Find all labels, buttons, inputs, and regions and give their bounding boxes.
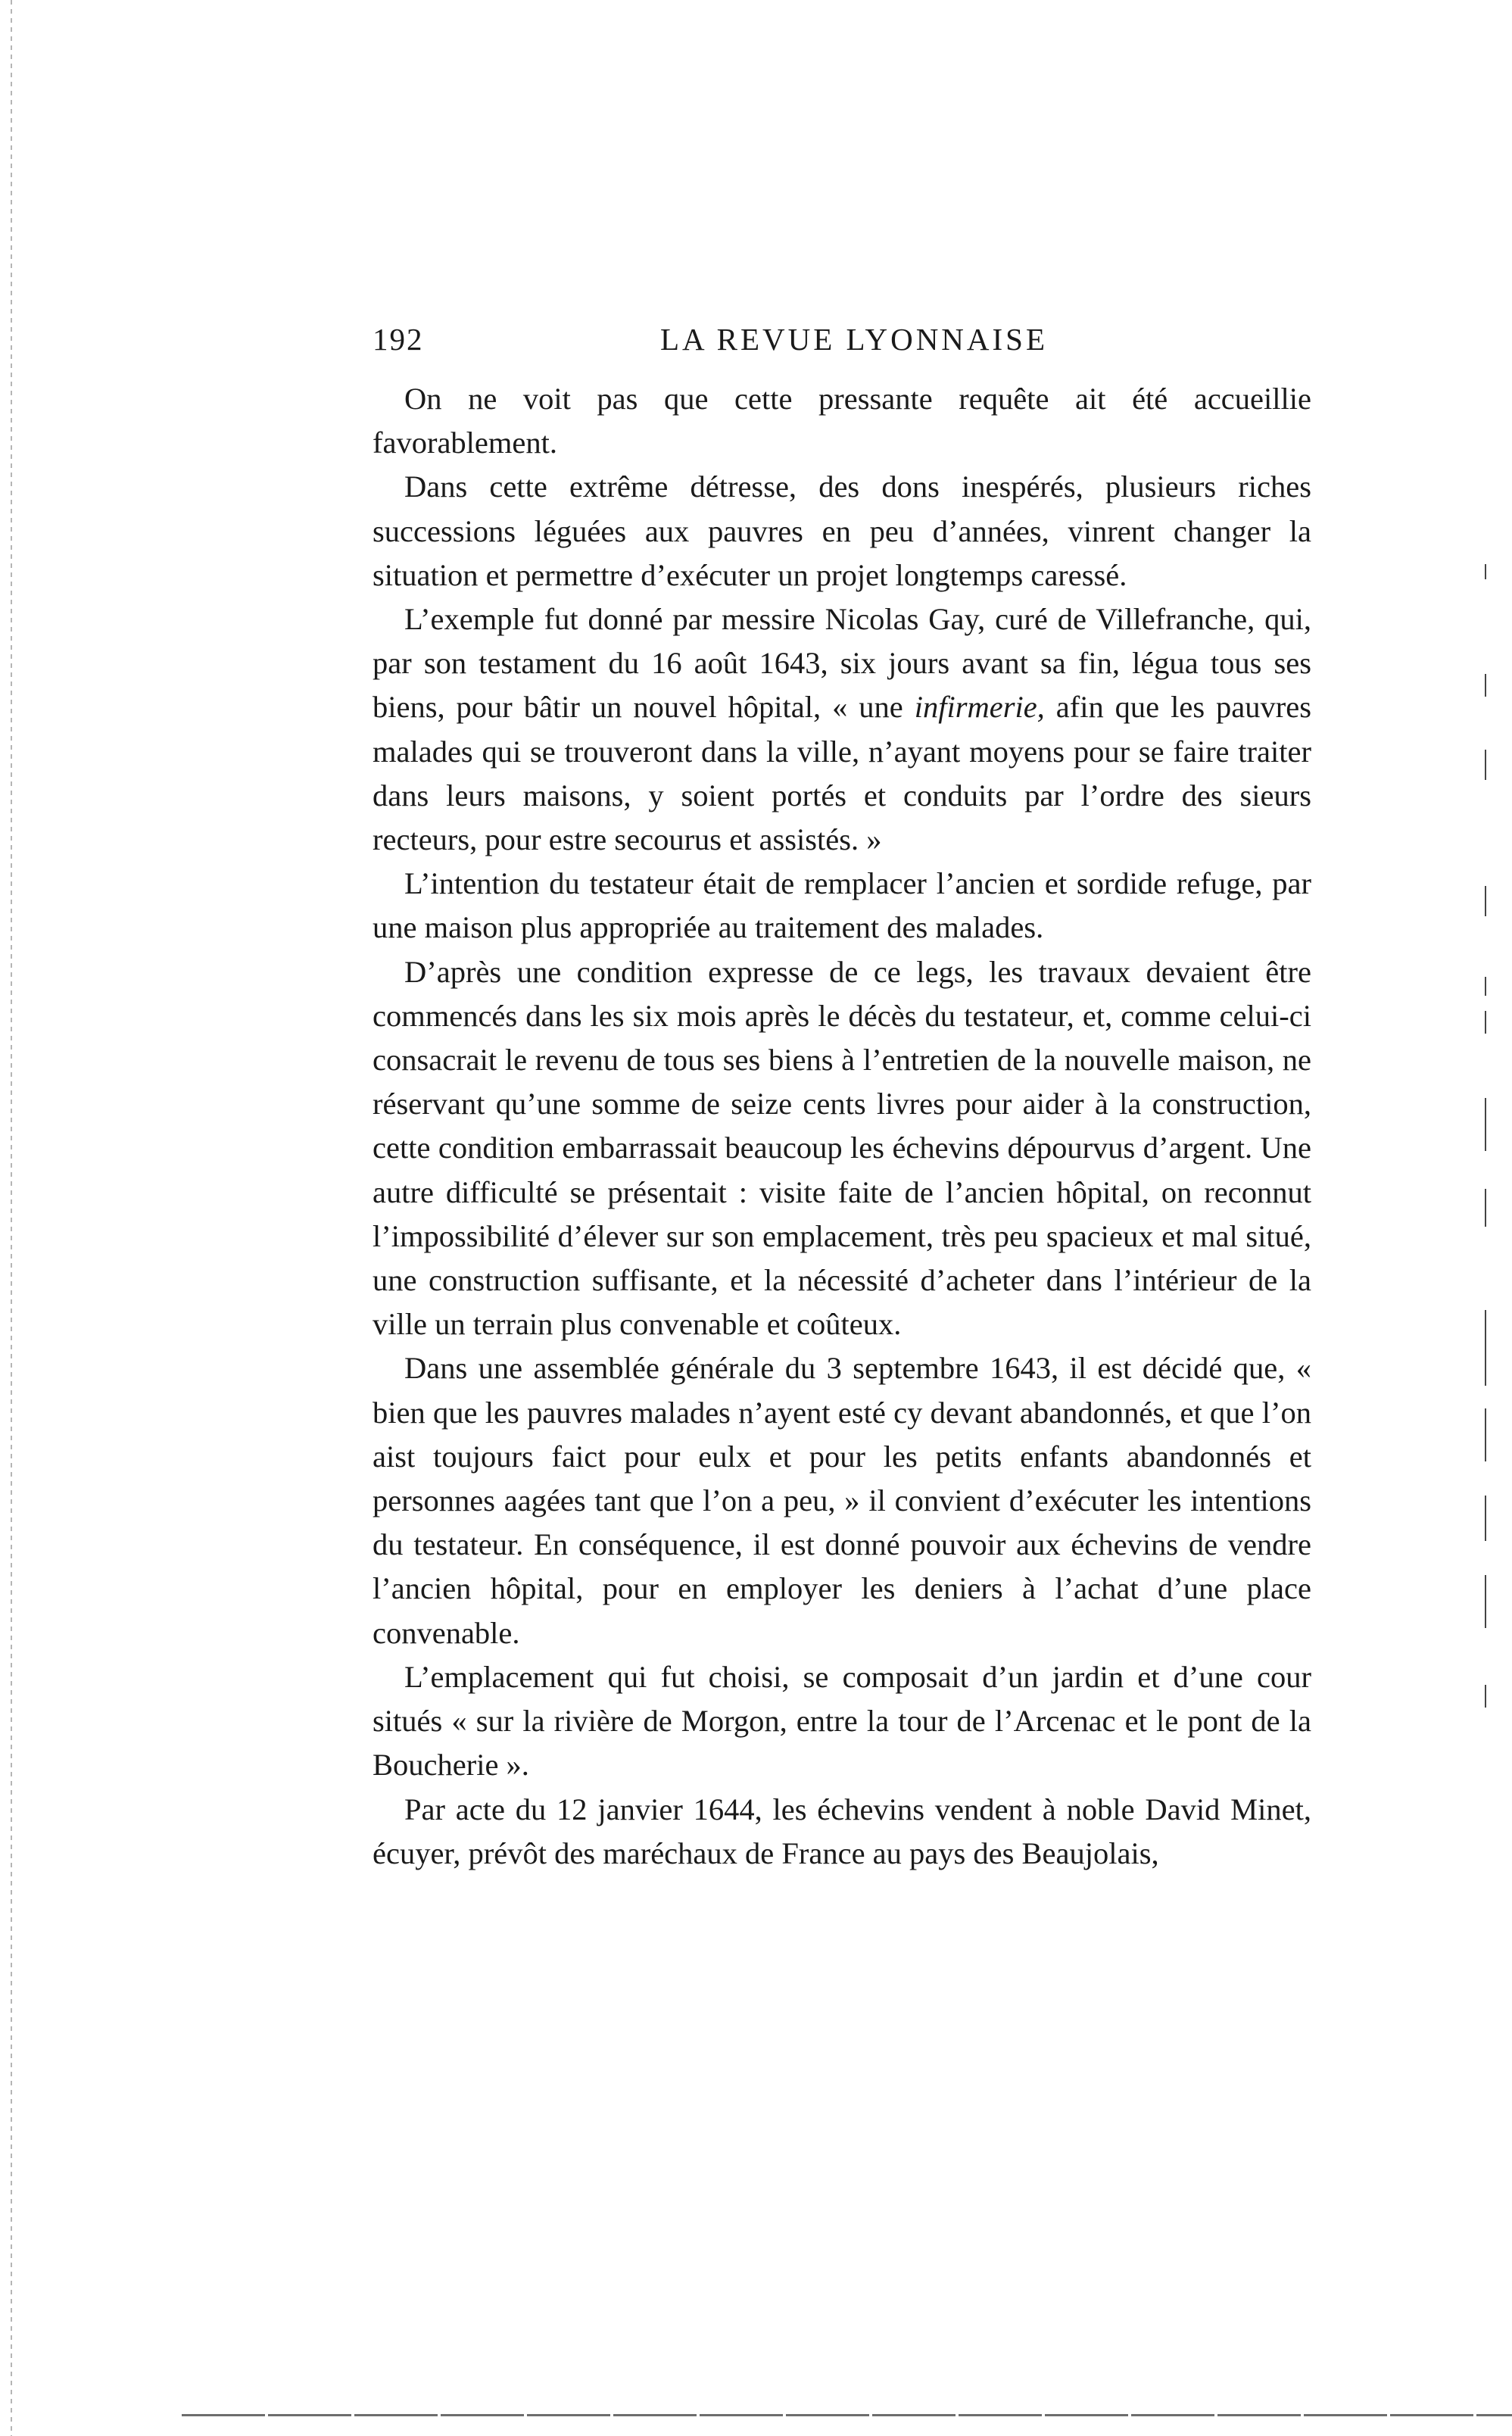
scan-mark xyxy=(1485,1098,1486,1151)
paragraph-request-not-welcomed: On ne voit pas que cette pressante requête ait été accueillie favorablement. xyxy=(373,382,1311,460)
scan-mark xyxy=(1485,750,1486,780)
scan-mark xyxy=(1485,886,1486,916)
paragraph-nicolas-gay-testament xyxy=(373,597,1311,862)
scan-mark xyxy=(1485,1011,1486,1034)
page-number: 192 xyxy=(373,322,424,357)
right-scan-marks xyxy=(1482,0,1512,2436)
paragraph-legacy-condition: D’après une condition expresse de ce legs, les travaux devaient être commencés dans les six mois après le décès du testateur, et, comme celui-ci consacrait le revenu de tous ses biens à l’entretien de la nouvelle maison, ne réservant qu’une somme de seize cents livres pour aider à la construction, cette condition embarrassait beaucoup les échevins dépourvus d’argent. Une autre difficulté se présentait : visite faite de l’ancien hôpital, on reconnut l’impossibilité d’élever sur son emplacement, très peu spacieux et mal situé, une construction suffisante, et la nécessité d’acheter dans l’intérieur de la ville un terrain plus convenable et coûteux. xyxy=(373,954,1311,1342)
italic-word-infirmerie: infirmerie, xyxy=(914,690,1045,725)
paragraph-testator-intention: L’intention du testateur était de remplacer l’ancien et sordide refuge, par une maison plus appropriée au traitement des malades. xyxy=(373,866,1311,945)
scan-mark xyxy=(1485,564,1486,579)
scan-mark xyxy=(1485,1189,1486,1227)
scan-mark xyxy=(1485,674,1486,697)
scan-mark xyxy=(1485,1310,1486,1386)
paragraph-chosen-site: L’emplacement qui fut choisi, se composait d’un jardin et d’une cour situés « sur la rivière de Morgon, entre la tour de l’Arcenac et le pont de la Boucherie ». xyxy=(373,1659,1311,1783)
paragraph-general-assembly: Dans une assemblée générale du 3 septembre 1643, il est décidé que, « bien que les pauvres malades n’ayent esté cy devant abandonnés, et que l’on aist toujours faict pour eulx et pour les petits enfants abandonnés et personnes aagées tant que l’on a peu, » il convient d’exécuter les intentions du testateur. En conséquence, il est donné pouvoir aux échevins de vendre l’ancien hôpital, pour en employer les deniers à l’achat d’une place convenable. xyxy=(373,1351,1311,1650)
bottom-scan-rule xyxy=(182,2414,1512,2416)
scan-mark xyxy=(1485,1408,1486,1461)
scan-mark xyxy=(1485,977,1486,996)
scan-mark xyxy=(1485,1685,1486,1708)
paragraph-part: afin que les pauvres malades qui se trouveront dans la ville, n’ayant moyens pour se faire traiter dans leurs maisons, y soient portés et conduits par l’ordre des sieurs recteurs, pour estre secourus et assistés. » xyxy=(373,690,1311,857)
running-head xyxy=(373,321,1296,366)
paragraph-sale-deed: Par acte du 12 janvier 1644, les échevins vendent à noble David Minet, écuyer, prévôt des maréchaux de France au pays des Beaujolais, xyxy=(373,1792,1311,1870)
journal-title: LA REVUE LYONNAISE xyxy=(660,322,1049,357)
paragraph-unexpected-donations: Dans cette extrême détresse, des dons inespérés, plusieurs riches successions léguées aux pauvres en peu d’années, vinrent changer la situation et permettre d’exécuter un projet longtemps caressé. xyxy=(373,469,1311,592)
left-scan-edge xyxy=(11,0,12,2436)
body-text xyxy=(373,377,1311,1876)
paragraph-part: L’exemple fut donné par messire Nicolas Gay, curé de Villefranche, qui, par son testament du 16 août 1643, six jours avant sa fin, légua tous ses biens, pour bâtir un nouvel hôpital, « une xyxy=(373,602,1311,725)
scan-mark xyxy=(1485,1575,1486,1628)
scan-mark xyxy=(1485,1496,1486,1541)
